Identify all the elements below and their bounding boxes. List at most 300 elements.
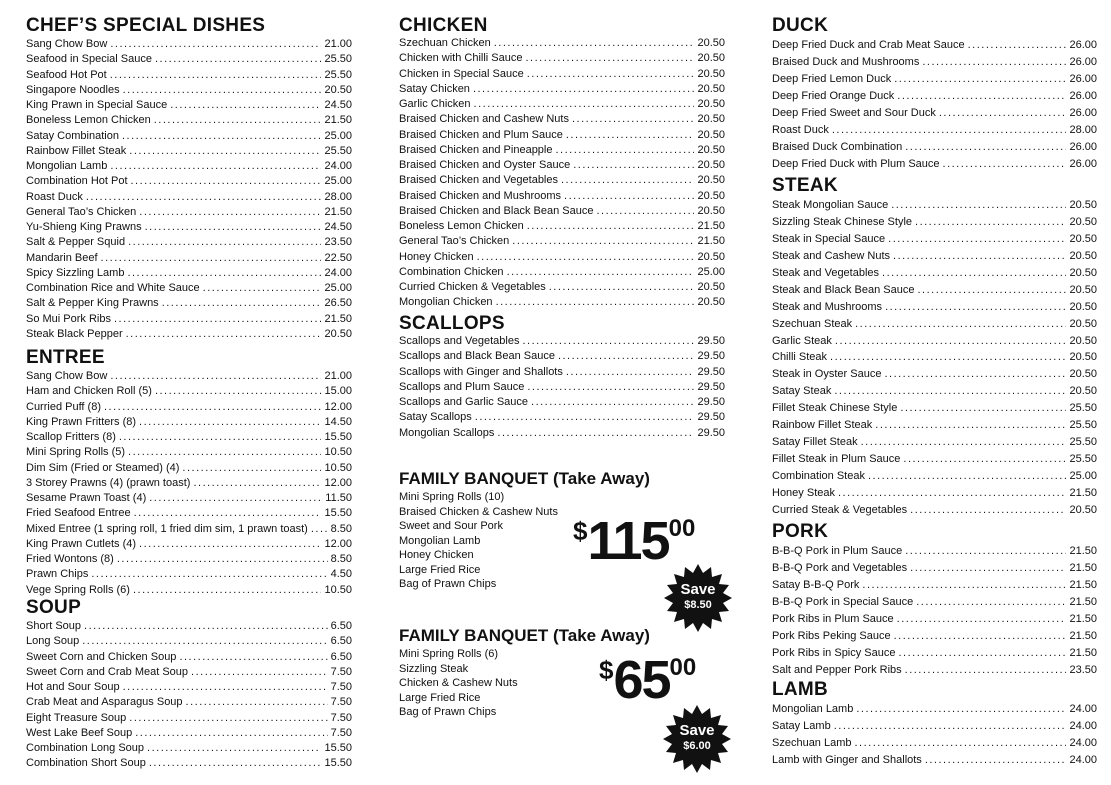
menu-item-name: Crab Meat and Asparagus Soup <box>26 696 183 709</box>
menu-item <box>772 122 1097 139</box>
dot-leader <box>855 316 1066 333</box>
dot-leader <box>134 506 322 521</box>
menu-item <box>772 543 1097 560</box>
menu-item-price: 24.00 <box>324 266 352 279</box>
menu-item <box>772 316 1097 333</box>
menu-item-price: 29.50 <box>697 396 725 408</box>
menu-item-name: Deep Fried Orange Duck <box>772 89 895 102</box>
menu-item-price: 26.00 <box>1069 39 1097 51</box>
menu-item-price: 12.00 <box>324 476 352 489</box>
dot-leader <box>527 67 695 82</box>
dot-leader <box>939 105 1067 122</box>
dot-leader <box>527 219 695 234</box>
menu-item-name: Singapore Noodles <box>26 83 120 96</box>
menu-item <box>26 567 352 582</box>
dot-leader <box>149 491 322 506</box>
banquet-item: Bag of Prawn Chips <box>399 578 497 590</box>
dot-leader <box>910 560 1066 577</box>
menu-item-price: 20.50 <box>697 143 725 156</box>
banquet-item: Honey Chicken <box>399 549 474 561</box>
menu-item-price: 26.00 <box>1069 55 1097 68</box>
dot-leader <box>894 71 1066 88</box>
item-list <box>399 334 725 441</box>
dot-leader <box>101 251 322 266</box>
menu-item-name: West Lake Beef Soup <box>26 726 133 739</box>
soup-section <box>26 596 352 772</box>
dot-leader <box>884 366 1066 383</box>
menu-item-price: 26.00 <box>1069 72 1097 85</box>
menu-item-name: Deep Fried Lemon Duck <box>772 72 892 85</box>
dot-leader <box>191 665 328 680</box>
steak-section <box>772 174 1097 519</box>
menu-item-name: Satay Steak <box>772 385 832 398</box>
menu-item-price: 25.50 <box>1069 436 1097 449</box>
menu-item-name: Satay Combination <box>26 129 119 142</box>
banquet-item: Mini Spring Rolls (6) <box>399 648 499 660</box>
menu-item <box>26 634 352 649</box>
menu-item-price: 12.00 <box>324 400 352 413</box>
menu-item <box>399 112 725 127</box>
dot-leader <box>925 752 1067 769</box>
starburst-icon <box>663 705 731 773</box>
dot-leader <box>891 197 1066 214</box>
dot-leader <box>558 349 695 364</box>
menu-item <box>399 265 725 280</box>
menu-item-price: 21.50 <box>1069 578 1097 591</box>
menu-item-price: 25.00 <box>1069 470 1097 482</box>
menu-item <box>399 380 725 395</box>
menu-item-price: 20.50 <box>1069 215 1097 228</box>
dot-leader <box>128 235 321 250</box>
dot-leader <box>474 97 695 112</box>
menu-item <box>26 400 352 415</box>
menu-item-price: 7.50 <box>330 696 352 709</box>
menu-item-price: 8.50 <box>330 553 352 565</box>
section-title: SCALLOPS <box>399 313 505 334</box>
dot-leader <box>147 741 321 756</box>
menu-item-name: Sizzling Steak Chinese Style <box>772 215 913 228</box>
menu-item-name: Chicken in Special Sauce <box>399 67 524 80</box>
menu-item <box>772 752 1097 769</box>
menu-item-name: Pork Ribs Peking Sauce <box>772 629 891 642</box>
menu-item <box>772 662 1097 679</box>
menu-item <box>26 711 352 726</box>
dot-leader <box>905 662 1067 679</box>
dot-leader <box>473 82 695 97</box>
dot-leader <box>129 144 321 159</box>
menu-item-name: Yu-Shieng King Prawns <box>26 221 142 233</box>
dot-leader <box>835 333 1067 350</box>
price-cents: 00 <box>669 654 697 681</box>
menu-item-name: Braised Chicken and Cashew Nuts <box>399 113 569 126</box>
dot-leader <box>131 174 322 189</box>
menu-item <box>772 214 1097 231</box>
menu-item-price: 20.50 <box>697 98 725 110</box>
menu-item-name: Pork Ribs in Spicy Sauce <box>772 646 896 659</box>
menu-item <box>772 88 1097 105</box>
menu-item <box>399 82 725 97</box>
menu-item-price: 7.50 <box>330 711 352 724</box>
menu-item-price: 21.50 <box>1069 545 1097 557</box>
menu-item <box>26 113 352 128</box>
menu-item-price: 15.00 <box>324 385 352 398</box>
item-list <box>26 369 352 598</box>
menu-item-price: 21.00 <box>324 38 352 50</box>
menu-item <box>772 451 1097 468</box>
menu-item-name: Mandarin Beef <box>26 251 98 264</box>
banquet-item: Large Fried Rice <box>399 563 481 576</box>
menu-item <box>26 461 352 476</box>
menu-item <box>772 248 1097 265</box>
menu-item-name: Prawn Chips <box>26 568 89 581</box>
menu-item <box>772 333 1097 350</box>
menu-item-name: Szechuan Chicken <box>399 37 491 49</box>
menu-item <box>26 266 352 281</box>
dot-leader <box>888 231 1066 248</box>
family-banquet-1 <box>399 468 725 611</box>
dot-leader <box>855 735 1067 752</box>
section-title: SOUP <box>26 597 82 618</box>
menu-item-price: 20.50 <box>1069 351 1097 364</box>
dot-leader <box>110 37 321 52</box>
menu-item-price: 21.50 <box>324 114 352 127</box>
dot-leader <box>900 400 1066 417</box>
menu-item <box>772 400 1097 417</box>
menu-item <box>772 645 1097 662</box>
menu-item-name: Sang Chow Bow <box>26 38 108 50</box>
dot-leader <box>496 295 695 310</box>
menu-item-name: Mixed Entree (1 spring roll, 1 fried dim sim, 1 prawn toast) <box>26 522 308 535</box>
dot-leader <box>916 594 1066 611</box>
family-banquet-2 <box>399 625 725 765</box>
dot-leader <box>564 189 694 204</box>
menu-item-name: Mongolian Chicken <box>399 296 493 309</box>
menu-item-price: 20.50 <box>1069 249 1097 262</box>
menu-item-price: 24.00 <box>1069 703 1097 715</box>
dot-leader <box>868 468 1067 485</box>
dot-leader <box>897 88 1066 105</box>
menu-item-price: 29.50 <box>697 335 725 347</box>
menu-item-price: 23.50 <box>1069 663 1097 676</box>
menu-item <box>772 468 1097 485</box>
menu-item-name: Combination Steak <box>772 470 865 482</box>
menu-item <box>26 695 352 710</box>
dot-leader <box>861 434 1067 451</box>
menu-item-name: Steak and Mushrooms <box>772 300 883 313</box>
menu-item-price: 24.00 <box>324 160 352 172</box>
menu-item-name: King Prawn Fritters (8) <box>26 415 137 428</box>
menu-item-price: 20.50 <box>1069 368 1097 381</box>
menu-item <box>399 97 725 112</box>
dot-leader <box>882 265 1066 282</box>
menu-item <box>772 349 1097 366</box>
menu-item-price: 25.50 <box>324 144 352 157</box>
dot-leader <box>123 83 322 98</box>
menu-item-name: B-B-Q Pork and Vegetables <box>772 561 908 574</box>
menu-item-price: 26.50 <box>324 297 352 310</box>
menu-item-price: 4.50 <box>330 568 352 581</box>
menu-item <box>399 189 725 204</box>
menu-item <box>26 83 352 98</box>
menu-item <box>399 219 725 234</box>
entree-section <box>26 346 352 598</box>
menu-item-name: Fried Seafood Entree <box>26 507 131 520</box>
menu-item-price: 26.00 <box>1069 157 1097 170</box>
dot-leader <box>566 365 695 380</box>
menu-item-name: Lamb with Ginger and Shallots <box>772 753 922 766</box>
menu-item-name: Braised Duck Combination <box>772 140 903 153</box>
menu-item-name: Combination Hot Pot <box>26 175 128 188</box>
menu-item-name: Satay Lamb <box>772 719 831 732</box>
menu-item <box>26 491 352 506</box>
menu-item <box>772 37 1097 54</box>
menu-item-name: Salt & Pepper Squid <box>26 236 126 249</box>
menu-item-price: 29.50 <box>697 411 725 424</box>
lamb-section <box>772 678 1097 769</box>
menu-item-name: General Tao’s Chicken <box>26 205 137 218</box>
dot-leader <box>128 445 321 460</box>
menu-item-name: 3 Storey Prawns (4) (prawn toast) <box>26 476 191 489</box>
banquet-title: FAMILY BANQUET (Take Away) <box>399 626 650 645</box>
menu-item-price: 29.50 <box>697 365 725 378</box>
dot-leader <box>899 645 1067 662</box>
menu-item-price: 20.50 <box>324 83 352 96</box>
menu-item-price: 20.50 <box>697 189 725 202</box>
dot-leader <box>186 695 328 710</box>
menu-item-price: 25.50 <box>324 68 352 81</box>
dot-leader <box>110 369 321 384</box>
item-list <box>772 543 1097 679</box>
menu-item-price: 21.50 <box>1069 629 1097 642</box>
dot-leader <box>110 159 321 174</box>
menu-item <box>26 159 352 174</box>
menu-item-price: 21.50 <box>324 312 352 325</box>
menu-item <box>26 537 352 552</box>
menu-item-name: Boneless Lemon Chicken <box>399 220 524 232</box>
dot-leader <box>915 214 1066 231</box>
menu-item <box>772 383 1097 400</box>
menu-item-name: Boneless Lemon Chicken <box>26 114 151 127</box>
menu-item-name: Braised Chicken and Pineapple <box>399 143 553 156</box>
menu-item-price: 20.50 <box>697 159 725 171</box>
banquet-item: Mini Spring Rolls (10) <box>399 491 505 503</box>
menu-item-price: 25.50 <box>1069 419 1097 432</box>
menu-item-price: 20.50 <box>697 128 725 141</box>
menu-item <box>399 280 725 295</box>
menu-item-price: 15.50 <box>324 507 352 520</box>
menu-item <box>772 628 1097 645</box>
menu-item-name: Curried Puff (8) <box>26 400 101 413</box>
menu-item-price: 25.50 <box>1069 453 1097 466</box>
section-title: CHICKEN <box>399 15 488 36</box>
menu-item-name: Fillet Steak in Plum Sauce <box>772 453 901 466</box>
dot-leader <box>119 430 322 445</box>
menu-item-name: Combination Short Soup <box>26 757 146 770</box>
menu-item <box>26 522 352 537</box>
menu-item <box>26 415 352 430</box>
dot-leader <box>856 701 1066 718</box>
menu-item-name: Vege Spring Rolls (6) <box>26 583 130 596</box>
menu-item <box>772 718 1097 735</box>
menu-item-price: 21.50 <box>1069 561 1097 574</box>
menu-item <box>26 506 352 521</box>
menu-item-name: General Tao’s Chicken <box>399 235 510 248</box>
save-amount: $6.00 <box>683 740 711 752</box>
menu-item-name: King Prawn Cutlets (4) <box>26 537 137 550</box>
menu-item <box>26 430 352 445</box>
menu-item <box>399 128 725 143</box>
menu-item-price: 20.50 <box>697 296 725 309</box>
dot-leader <box>135 726 327 741</box>
section-title: PORK <box>772 521 829 542</box>
menu-item-price: 21.50 <box>324 205 352 218</box>
menu-item <box>26 726 352 741</box>
menu-item-price: 29.50 <box>697 426 725 439</box>
menu-item-price: 6.50 <box>330 635 352 648</box>
menu-item <box>399 349 725 364</box>
menu-item-price: 26.00 <box>1069 106 1097 119</box>
price-cents: 00 <box>668 515 696 542</box>
dot-leader <box>830 349 1066 366</box>
menu-item-price: 20.50 <box>697 174 725 187</box>
menu-item-name: Steak and Cashew Nuts <box>772 249 891 262</box>
save-starburst-badge <box>664 564 732 632</box>
menu-item-name: Sweet Corn and Crab Meat Soup <box>26 665 189 678</box>
dot-leader <box>561 173 694 188</box>
menu-item-name: Chilli Steak <box>772 351 828 364</box>
duck-section <box>772 14 1097 173</box>
menu-item-price: 7.50 <box>330 665 352 678</box>
chefs-special-section <box>26 14 352 342</box>
menu-item-price: 29.50 <box>697 380 725 393</box>
menu-item-price: 20.50 <box>697 250 725 263</box>
menu-item-price: 25.00 <box>324 175 352 188</box>
save-label: Save <box>679 722 715 739</box>
dot-leader <box>922 54 1066 71</box>
menu-item-price: 25.50 <box>324 53 352 66</box>
menu-item-name: Curried Steak & Vegetables <box>772 503 908 516</box>
menu-item-name: Scallops and Plum Sauce <box>399 380 525 393</box>
item-list <box>26 619 352 772</box>
menu-item-name: Mongolian Lamb <box>26 160 108 172</box>
menu-item-name: Scallops and Vegetables <box>399 335 520 347</box>
menu-item-name: Salt & Pepper King Prawns <box>26 297 159 310</box>
dot-leader <box>139 205 321 220</box>
menu-item-name: Scallops and Black Bean Sauce <box>399 350 555 363</box>
price-main: 65 <box>613 650 670 710</box>
menu-item-price: 10.50 <box>324 446 352 459</box>
menu-item-name: Satay B-B-Q Pork <box>772 578 860 591</box>
menu-item-name: Rainbow Fillet Steak <box>26 144 127 157</box>
menu-item-price: 12.00 <box>324 537 352 550</box>
starburst-icon <box>664 564 732 632</box>
menu-item-name: Steak Black Pepper <box>26 327 123 340</box>
dot-leader <box>139 537 321 552</box>
section-title: STEAK <box>772 175 838 196</box>
menu-item <box>26 327 352 342</box>
menu-item <box>26 281 352 296</box>
menu-item <box>772 594 1097 611</box>
menu-item <box>772 156 1097 173</box>
section-title: DUCK <box>772 15 829 36</box>
menu-item-name: Roast Duck <box>26 190 83 203</box>
section-title: ENTREE <box>26 347 105 368</box>
section-title: CHEF’S SPECIAL DISHES <box>26 15 266 36</box>
menu-item <box>399 295 725 310</box>
section-title: LAMB <box>772 679 829 700</box>
menu-item <box>772 299 1097 316</box>
menu-item <box>772 502 1097 519</box>
menu-item-name: Steak in Oyster Sauce <box>772 368 882 381</box>
menu-item-name: Roast Duck <box>772 123 829 136</box>
menu-item-price: 7.50 <box>330 726 352 739</box>
dot-leader <box>862 577 1066 594</box>
dot-leader <box>838 485 1066 502</box>
menu-item-price: 20.50 <box>1069 317 1097 330</box>
dot-leader <box>494 36 695 51</box>
menu-item-price: 21.50 <box>697 220 725 232</box>
menu-item <box>399 36 725 51</box>
item-list <box>26 37 352 342</box>
menu-item-price: 25.00 <box>324 282 352 294</box>
menu-item <box>26 665 352 680</box>
menu-item-name: Dim Sim (Fried or Steamed) (4) <box>26 461 180 474</box>
menu-item-name: Pork Ribs in Plum Sauce <box>772 612 894 625</box>
menu-item-price: 20.50 <box>1069 199 1097 211</box>
menu-item-name: Garlic Chicken <box>399 98 471 110</box>
menu-item-price: 8.50 <box>330 522 352 535</box>
menu-item <box>26 756 352 771</box>
dot-leader <box>149 756 322 771</box>
menu-item-name: B-B-Q Pork in Special Sauce <box>772 595 914 608</box>
menu-item <box>26 235 352 250</box>
dot-leader <box>179 650 327 665</box>
dot-leader <box>122 129 322 144</box>
menu-item-name: Combination Long Soup <box>26 742 145 754</box>
menu-item <box>772 577 1097 594</box>
banquet-title: FAMILY BANQUET (Take Away) <box>399 469 650 488</box>
menu-item-name: Scallops and Garlic Sauce <box>399 396 529 408</box>
menu-item-name: Eight Treasure Soup <box>26 711 127 724</box>
dot-leader <box>154 113 322 128</box>
menu-item-price: 23.50 <box>324 236 352 249</box>
menu-item-name: Sang Chow Bow <box>26 370 108 382</box>
dot-leader <box>526 51 695 66</box>
dot-leader <box>832 122 1067 139</box>
menu-item <box>26 129 352 144</box>
menu-item-price: 10.50 <box>324 461 352 474</box>
menu-item-name: Curried Chicken & Vegetables <box>399 281 546 293</box>
menu-item-price: 25.50 <box>1069 402 1097 415</box>
menu-item-name: Sweet Corn and Chicken Soup <box>26 650 177 663</box>
menu-item-price: 28.00 <box>324 190 352 203</box>
menu-item-price: 20.50 <box>1069 300 1097 313</box>
menu-item <box>26 52 352 67</box>
dot-leader <box>573 158 694 173</box>
dot-leader <box>117 552 328 567</box>
menu-item-name: Braised Chicken and Black Bean Sauce <box>399 204 594 217</box>
menu-item <box>26 174 352 189</box>
menu-item-price: 21.50 <box>1069 595 1097 608</box>
menu-item <box>772 485 1097 502</box>
menu-item-price: 25.00 <box>324 129 352 142</box>
menu-item-price: 20.50 <box>697 52 725 65</box>
menu-item-name: Combination Chicken <box>399 265 504 278</box>
menu-item <box>399 334 725 349</box>
dot-leader <box>82 634 327 649</box>
menu-item <box>772 560 1097 577</box>
menu-item-price: 21.50 <box>697 235 725 248</box>
